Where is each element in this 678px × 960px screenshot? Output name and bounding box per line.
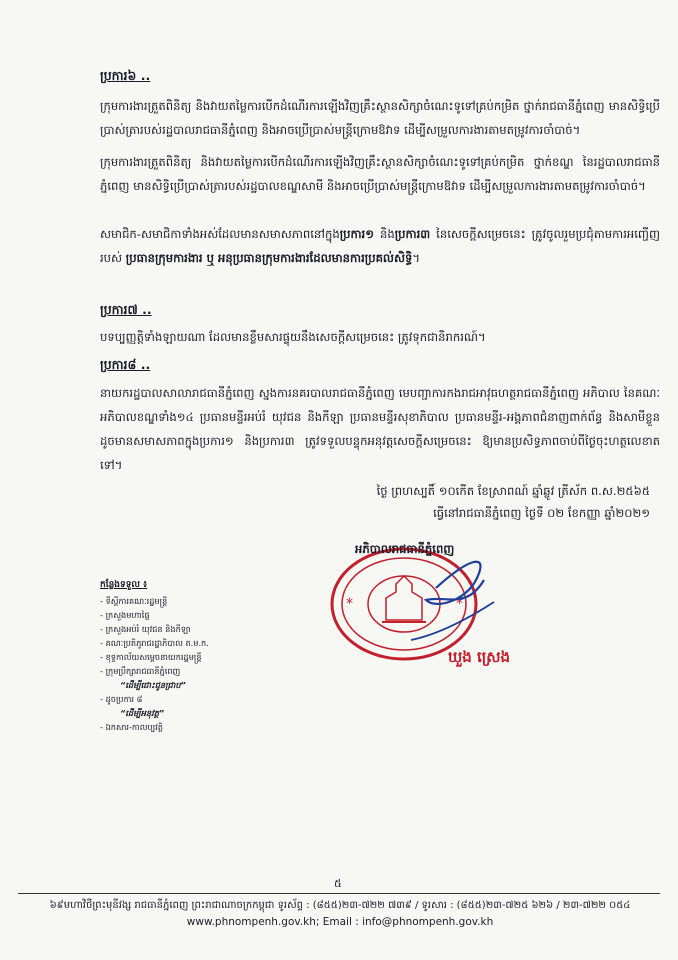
- list-item: - គណៈប្រតិភូរាជរដ្ឋាភិបាល ត.ម.ក.: [100, 636, 209, 650]
- date-block: [300, 480, 650, 524]
- article-6-paragraph-2: ក្រុមការងារត្រួតពិនិត្យ និងវាយតម្លៃការបើកដំណើរការឡើងវិញគ្រឹះស្ថានសិក្សាចំណេះទូទៅគ្រប់កម្រិត ថ្នាក់ខណ្ឌ នៃរដ្ឋបាលរាជធានីភ្នំពេញ មានសិទ្ធិប្រើប្រាស់ត្រារបស់រដ្ឋបាលខណ្ឌសាមី និងអាចប្រើប្រាស់មន្ត្រីក្រោមឱវាទ ដើម្បីសម្រួលការងារតាមតម្រូវការចាំបាច់។: [100, 155, 660, 193]
- article-6-p3-ref-1: ប្រការ១: [339, 227, 374, 241]
- solar-date: ធ្វើនៅរាជធានីភ្នំពេញ ថ្ងៃទី ០២ ខែកញ្ញា ឆ្នាំ២០២១: [433, 506, 650, 520]
- signer-name: ឃួង ស្រេង: [448, 648, 511, 666]
- article-6-paragraph-1: ក្រុមការងារត្រួតពិនិត្យ និងវាយតម្លៃការបើកដំណើរការឡើងវិញគ្រឹះស្ថានសិក្សាចំណេះទូទៅគ្រប់កម្រិត ថ្នាក់រាជធានីភ្នំពេញ មានសិទ្ធិប្រើប្រាស់ត្រារបស់រដ្ឋបាលរាជធានីភ្នំពេញ និងអាចប្រើប្រាស់មន្ត្រីក្រោមឱវាទ ដើម្បីសម្រួលការងារតាមតម្រូវការចាំបាច់។: [100, 99, 660, 137]
- article-8-heading: ប្រការ៨ ..: [100, 357, 151, 372]
- article-6-p3-text-g: ។: [412, 251, 421, 265]
- list-item: - ទីស្តីការគណៈរដ្ឋមន្ត្រី: [100, 594, 209, 608]
- footer-divider: [18, 893, 660, 894]
- article-6-p3-ref-3: ប្រការ៣: [394, 227, 431, 241]
- article-7-heading: ប្រការ៧ ..: [100, 302, 152, 317]
- footer-address: ៦៩មហាវិថីព្រះមុនីវង្ស រាជធានីភ្នំពេញ ព្រះរាជាណាចក្រកម្ពុជា ទូរស័ព្ទ : (៨៥៥)២៣-៧២២ ៧៣៩ / ទូរសារ : (៨៥៥)២៣-៧២៥ ៦២៦ / ២៣-៧២២ ០៥៤: [49, 900, 631, 911]
- page-number: ៥: [334, 877, 342, 890]
- article-6-p3-text-c: និង: [374, 227, 395, 241]
- article-7-paragraph: បទប្បញ្ញត្តិទាំងឡាយណា ដែលមានខ្លឹមសារផ្ទុយនឹងសេចក្តីសម្រេចនេះ ត្រូវទុកជានិរាករណ៍។: [100, 330, 486, 344]
- article-6-heading: ប្រការ៦ ..: [100, 68, 151, 83]
- article-6-p3-text-e: នៃសេចក្តីសម្រេចនេះ ត្រូវចូលរួមប្រជុំតាមការអញ្ជើញរបស់: [100, 227, 660, 265]
- list-item: - ក្រសួងអប់រំ យុវជន និងកីឡា: [100, 622, 209, 636]
- list-item: - ឯកសារ-កាលប្បវត្តិ: [100, 720, 209, 734]
- list-item: - ក្រុមប្រឹក្សារាជធានីភ្នំពេញ: [100, 664, 209, 678]
- list-item: - ខុទ្ទកាល័យសម្តេចនាយករដ្ឋមន្ត្រី: [100, 650, 209, 664]
- recipients-title: កន្លែងទទួល ៖: [100, 580, 148, 590]
- article-8-paragraph: នាយករដ្ឋបាលសាលារាជធានីភ្នំពេញ ស្នងការនគរបាលរាជធានីភ្នំពេញ មេបញ្ជាការកងរាជអាវុធហត្ថរាជធានីភ្នំពេញ អភិបាល នៃគណៈអភិបាលខណ្ឌទាំង១៤ ប្រធានមន្ទីរអប់រំ យុវជន និងកីឡា ប្រធានមន្ទីរសុខាភិបាល ប្រធានមន្ទីរ-អង្គភាពជំនាញពាក់ព័ន្ធ និងសាមីខ្លួនដូចមានសមាសភាពក្នុងប្រការ១ និងប្រការ៣ ត្រូវទទួលបន្ទុកអនុវត្តសេចក្តីសម្រេចនេះ ឱ្យមានប្រសិទ្ធភាពចាប់ពីថ្ងៃចុះហត្ថលេខាតទៅ។: [100, 386, 660, 472]
- svg-text:*: *: [456, 596, 463, 612]
- list-item: - ក្រសួងមហាផ្ទៃ: [100, 608, 209, 622]
- recipients-list: [100, 578, 209, 734]
- list-subnote: “ដើម្បីជោះជូនជ្រាប”: [120, 680, 186, 690]
- svg-text:*: *: [346, 596, 353, 612]
- lunar-date: ថ្ងៃ ព្រហស្បតិ៍ ១០កើត ខែស្រាពណ៍ ឆ្នាំឆ្លូវ ត្រីស័ក ព.ស.២៥៦៥: [376, 484, 650, 498]
- article-6-p3-bold-chair: ប្រធានក្រុមការងារ ឬ អនុប្រធានក្រុមការងារដែលមានការប្រគល់សិទ្ធិ: [125, 251, 413, 265]
- list-subnote: “ដើម្បីអនុវត្ត”: [120, 708, 165, 718]
- article-6-paragraph-3: [100, 222, 660, 270]
- article-6-p3-text-a: សមាជិក-សមាជិកាទាំងអស់ដែលមានសមាសភាពនៅក្នុង: [100, 227, 340, 241]
- list-item: - ដូចប្រការ ៨: [100, 692, 209, 706]
- signature-title: អភិបាលរាជធានីភ្នំពេញ: [355, 542, 455, 556]
- footer-contact: www.phnompenh.gov.kh; Email : info@phnompenh.gov.kh: [186, 916, 494, 928]
